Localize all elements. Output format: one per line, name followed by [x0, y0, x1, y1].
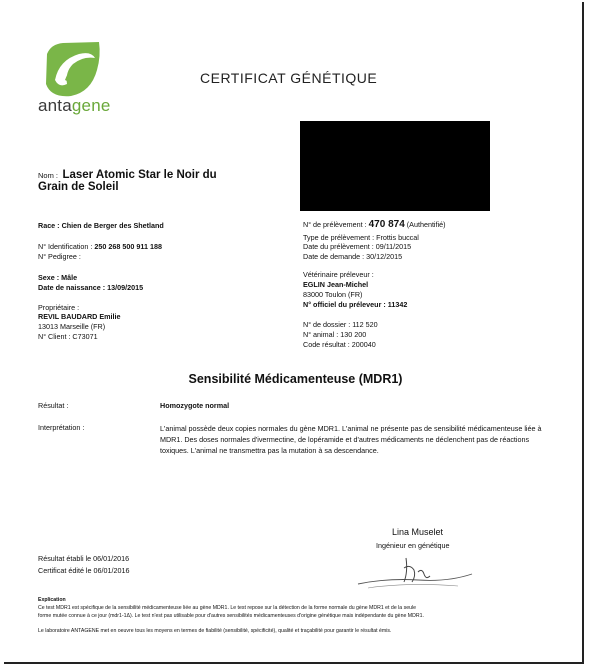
sample-number-value: 470 874: [368, 219, 405, 230]
result-value: Homozygote normal: [160, 401, 230, 410]
identification: [38, 242, 162, 252]
result-label: Résultat :: [38, 401, 69, 410]
identification-value: 250 268 500 911 188: [94, 242, 162, 251]
pedigree: N° Pedigree :: [38, 252, 81, 261]
client-number: N° Client : C73071: [38, 332, 98, 341]
explanation-line1: Ce test MDR1 est spécifique de la sensibilité médicamenteuse liée au gène MDR1. Le test repose sur la détection de la forme normale du gène MDR1 et de la seule: [38, 605, 417, 611]
result-code: Code résultat : 200040: [303, 340, 376, 349]
vet-official: N° officiel du préleveur : 11342: [303, 300, 408, 309]
race: Race : Chien de Berger des Shetland: [38, 221, 164, 230]
vet-name: EGLIN Jean-Michel: [303, 280, 369, 289]
sexe: Sexe : Mâle: [38, 273, 78, 282]
animal-number: N° animal : 130 200: [303, 330, 367, 339]
sample-date: Date du prélèvement : 09/11/2015: [303, 242, 412, 251]
certificate-edited-date: Certificat édité le 06/01/2016: [38, 566, 130, 575]
explanation-line2: forme mutée connue à ce jour (mdr1-1Δ). Le test n'est pas utilisable pour d'autres sensibilités médicamenteuses d'origine génétique mais indépendante du gène MDR1.: [38, 613, 424, 619]
owner-name: REVIL BAUDARD Emilie: [38, 312, 121, 321]
sample-number-note: (Authentifié): [406, 220, 446, 229]
certificate-title: CERTIFICAT GÉNÉTIQUE: [200, 70, 378, 86]
signer-role: Ingénieur en génétique: [376, 541, 450, 550]
sample-number: [303, 220, 446, 230]
signer-name: Lina Muselet: [392, 527, 444, 537]
owner-city: 13013 Marseille (FR): [38, 322, 106, 331]
signature-image: [348, 552, 478, 592]
result-established-date: Résultat établi le 06/01/2016: [38, 554, 130, 563]
interpretation-label: Interprétation :: [38, 423, 85, 432]
owner-label: Propriétaire :: [38, 303, 80, 312]
animal-name-line1: Laser Atomic Star le Noir du: [62, 169, 217, 181]
sample-type: Type de prélèvement : Frottis buccal: [303, 233, 419, 242]
lab-statement: Le laboratoire ANTAGENE met en oeuvre tous les moyens en termes de fiabilité (sensibilité, spécificité), qualité et traçabilité pour garantir le résultat émis.: [38, 628, 392, 634]
request-date: Date de demande : 30/12/2015: [303, 252, 403, 261]
identification-label: N° Identification :: [38, 242, 93, 251]
animal-name-line2: Grain de Soleil: [38, 181, 119, 193]
antagene-logo-text: antagene: [38, 96, 111, 115]
vet-city: 83000 Toulon (FR): [303, 290, 363, 299]
dossier-number: N° de dossier : 112 520: [303, 320, 378, 329]
vet-label: Vétérinaire préleveur :: [303, 270, 374, 279]
redacted-area: [300, 121, 490, 211]
birth-date: Date de naissance : 13/09/2015: [38, 283, 144, 292]
name-label: Nom :: [38, 171, 59, 180]
interpretation-text: L'animal possède deux copies normales du gène MDR1. L'animal ne présente pas de sensibilité médicamenteuse liée à MDR1. Des doses normales d'ivermectine, de lopéramide et d'autres médicaments ne déclenchent pas de réactions toxiques. L'animal ne transmettra pas la mutation à sa descendance.: [160, 424, 542, 455]
explanation-title: Explication: [38, 597, 66, 603]
test-title: Sensibilité Médicamenteuse (MDR1): [188, 372, 403, 386]
sample-number-label: N° de prélèvement :: [303, 220, 367, 229]
antagene-logo-icon: [41, 40, 105, 100]
